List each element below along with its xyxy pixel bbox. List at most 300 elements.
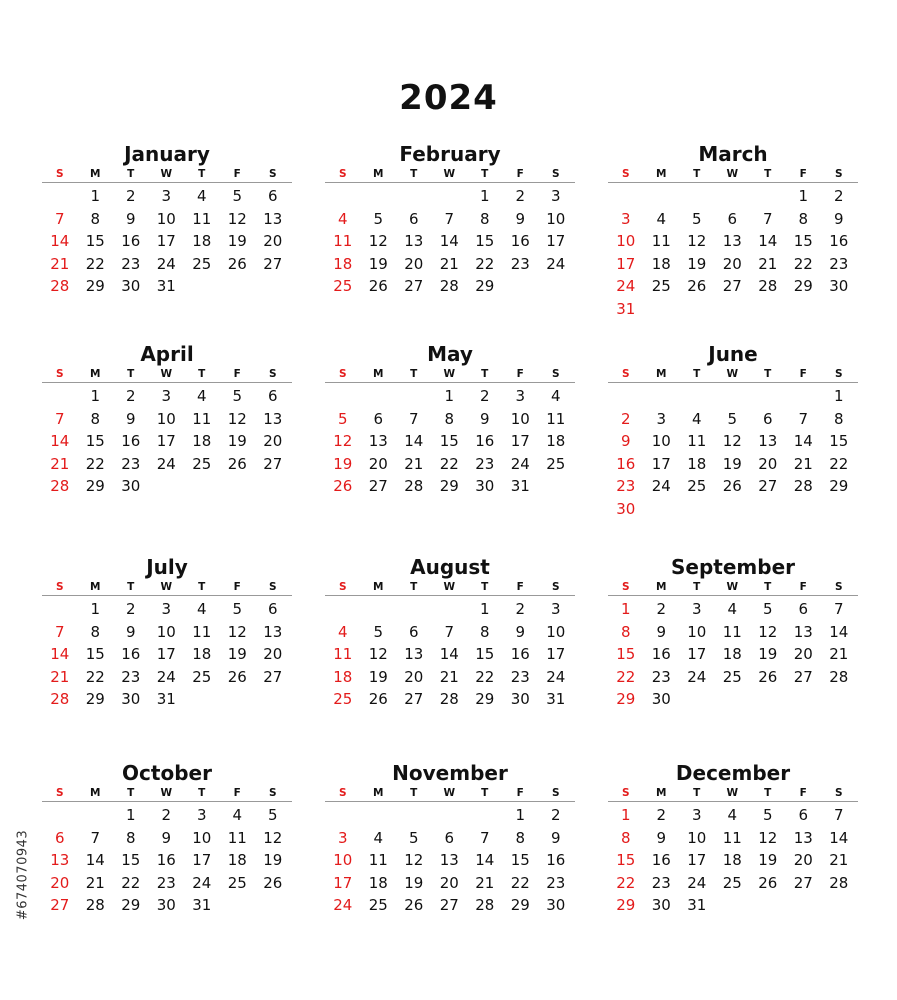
weekday-label: S: [621, 787, 630, 799]
day-cell: 31: [192, 896, 212, 915]
day-cell: 1: [479, 187, 490, 205]
month-august: [325, 554, 575, 711]
day-cell: 27: [263, 254, 283, 273]
weekday-header: [608, 367, 858, 383]
day-cell: 9: [833, 209, 844, 228]
day-cell: 27: [368, 477, 388, 496]
day-cell: 5: [232, 387, 243, 405]
weekday-label: M: [656, 787, 667, 799]
day-cell: 20: [263, 232, 283, 251]
weekday-label: T: [198, 368, 206, 380]
day-cell: 2: [620, 409, 631, 428]
weekday-label: S: [621, 368, 630, 380]
day-cell: 15: [475, 232, 495, 251]
day-cell: 10: [687, 622, 707, 641]
day-cell: 7: [90, 828, 101, 847]
weekday-label: S: [621, 581, 630, 593]
day-cell: 10: [192, 828, 212, 847]
day-cell: 26: [263, 873, 283, 892]
weekday-label: T: [410, 168, 418, 180]
day-cell: 25: [722, 667, 742, 686]
day-cell: 24: [546, 254, 566, 273]
day-cell: 14: [758, 232, 778, 251]
weekday-label: F: [516, 368, 524, 380]
day-cell: 5: [762, 806, 773, 824]
weekday-label: S: [268, 581, 277, 593]
day-cell: 29: [85, 690, 105, 709]
day-cell: 11: [687, 432, 707, 451]
day-cell: 16: [121, 645, 141, 664]
day-cell: 20: [793, 851, 813, 870]
day-cell: 25: [333, 277, 353, 296]
day-cell: 26: [687, 277, 707, 296]
weekday-label: M: [656, 368, 667, 380]
day-cell: 19: [227, 645, 247, 664]
weekday-header: [325, 786, 575, 802]
empty-cell: [750, 385, 786, 408]
day-cell: 10: [687, 828, 707, 847]
day-cell: 29: [616, 690, 636, 709]
day-cell: 21: [829, 851, 849, 870]
weekday-label: M: [90, 581, 101, 593]
weekday-label: S: [621, 168, 630, 180]
day-cell: 31: [156, 690, 176, 709]
day-cell: 7: [444, 622, 455, 641]
month-name: January: [124, 142, 210, 166]
day-cell: 26: [227, 454, 247, 473]
weekday-label: S: [338, 168, 347, 180]
day-cell: 16: [616, 454, 636, 473]
day-cell: 21: [758, 254, 778, 273]
weekday-label: T: [693, 368, 701, 380]
stock-id-label: [12, 760, 34, 990]
weekday-label: F: [516, 168, 524, 180]
month-july: [42, 554, 292, 711]
day-cell: 15: [85, 432, 105, 451]
weekday-label: S: [338, 787, 347, 799]
day-cell: 4: [337, 622, 348, 641]
day-cell: 9: [161, 828, 172, 847]
day-cell: 10: [333, 851, 353, 870]
day-cell: 28: [439, 690, 459, 709]
day-cell: 7: [408, 409, 419, 428]
day-cell: 13: [793, 828, 813, 847]
empty-cell: [396, 185, 432, 208]
day-cell: 14: [50, 432, 70, 451]
day-cell: 2: [515, 600, 526, 618]
month-january: [42, 141, 292, 298]
day-cell: 13: [263, 209, 283, 228]
weekday-label: F: [233, 581, 241, 593]
day-cell: 4: [196, 187, 207, 205]
weekday-label: W: [726, 368, 739, 380]
weekday-label: W: [443, 168, 456, 180]
day-cell: 8: [620, 622, 631, 641]
day-cell: 30: [121, 277, 141, 296]
weekday-label: T: [481, 787, 489, 799]
weekday-label: W: [160, 787, 173, 799]
weekday-label: S: [834, 168, 843, 180]
day-cell: 5: [337, 409, 348, 428]
day-cell: 22: [85, 667, 105, 686]
weekday-header: [608, 167, 858, 183]
weekday-label: T: [198, 168, 206, 180]
day-cell: 29: [121, 896, 141, 915]
day-cell: 3: [550, 187, 561, 205]
day-cell: 1: [620, 806, 631, 824]
stock-id-text: #674070943: [15, 829, 31, 921]
day-cell: 8: [479, 209, 490, 228]
day-cell: 14: [475, 851, 495, 870]
day-cell: 19: [333, 454, 353, 473]
day-cell: 28: [829, 667, 849, 686]
empty-cell: [679, 185, 715, 208]
day-cell: 1: [479, 600, 490, 618]
day-cell: 18: [192, 645, 212, 664]
day-cell: 4: [196, 387, 207, 405]
weekday-label: F: [799, 581, 807, 593]
day-cell: 25: [722, 873, 742, 892]
month-name: May: [427, 342, 473, 366]
month-name: October: [122, 761, 212, 785]
day-cell: 23: [121, 454, 141, 473]
day-cell: 16: [510, 232, 530, 251]
day-cell: 16: [510, 645, 530, 664]
day-cell: 15: [829, 432, 849, 451]
month-june: [608, 341, 858, 521]
day-cell: 18: [722, 851, 742, 870]
month-march: [608, 141, 858, 321]
day-cell: 27: [404, 277, 424, 296]
day-cell: 14: [439, 645, 459, 664]
day-cell: 5: [267, 806, 278, 824]
month-name: March: [698, 142, 768, 166]
day-cell: 19: [758, 851, 778, 870]
day-cell: 6: [444, 828, 455, 847]
day-cell: 26: [404, 896, 424, 915]
empty-cell: [325, 804, 361, 827]
empty-cell: [750, 185, 786, 208]
empty-cell: [396, 385, 432, 408]
day-cell: 2: [515, 187, 526, 205]
day-grid: [42, 804, 292, 917]
day-cell: 16: [121, 232, 141, 251]
day-cell: 6: [762, 409, 773, 428]
day-cell: 8: [444, 409, 455, 428]
day-cell: 5: [691, 209, 702, 228]
weekday-label: T: [198, 581, 206, 593]
day-cell: 23: [156, 873, 176, 892]
day-cell: 3: [656, 409, 667, 428]
weekday-label: M: [656, 168, 667, 180]
day-cell: 3: [620, 209, 631, 228]
day-cell: 25: [192, 254, 212, 273]
month-name: November: [392, 761, 508, 785]
day-cell: 14: [439, 232, 459, 251]
day-cell: 30: [829, 277, 849, 296]
day-cell: 17: [192, 851, 212, 870]
day-cell: 4: [656, 209, 667, 228]
day-cell: 12: [227, 622, 247, 641]
day-cell: 9: [515, 622, 526, 641]
day-cell: 13: [793, 622, 813, 641]
month-september: [608, 554, 858, 711]
day-cell: 1: [515, 806, 526, 824]
day-cell: 19: [263, 851, 283, 870]
day-cell: 1: [125, 806, 136, 824]
day-cell: 19: [227, 432, 247, 451]
weekday-label: S: [551, 368, 560, 380]
month-name: July: [146, 555, 188, 579]
day-cell: 5: [373, 209, 384, 228]
day-grid: [42, 598, 292, 711]
day-cell: 22: [439, 454, 459, 473]
day-cell: 4: [232, 806, 243, 824]
day-cell: 17: [687, 645, 707, 664]
day-cell: 31: [687, 896, 707, 915]
day-cell: 6: [408, 622, 419, 641]
day-cell: 9: [550, 828, 561, 847]
weekday-header: [42, 367, 292, 383]
weekday-label: M: [373, 168, 384, 180]
day-cell: 20: [793, 645, 813, 664]
day-cell: 29: [616, 896, 636, 915]
day-cell: 31: [510, 477, 530, 496]
empty-cell: [42, 598, 78, 621]
weekday-label: T: [127, 368, 135, 380]
day-cell: 13: [439, 851, 459, 870]
day-cell: 30: [121, 690, 141, 709]
day-cell: 3: [691, 600, 702, 618]
day-grid: [608, 598, 858, 711]
day-cell: 15: [85, 645, 105, 664]
day-grid: [608, 804, 858, 917]
weekday-label: T: [764, 368, 772, 380]
day-grid: [325, 385, 575, 498]
day-cell: 13: [50, 851, 70, 870]
day-cell: 3: [550, 600, 561, 618]
month-february: [325, 141, 575, 298]
day-cell: 23: [510, 254, 530, 273]
weekday-label: T: [481, 581, 489, 593]
day-cell: 15: [85, 232, 105, 251]
day-cell: 27: [263, 667, 283, 686]
day-cell: 25: [651, 277, 671, 296]
weekday-label: S: [551, 168, 560, 180]
day-cell: 26: [227, 667, 247, 686]
day-cell: 25: [687, 477, 707, 496]
day-cell: 28: [758, 277, 778, 296]
empty-cell: [361, 185, 397, 208]
weekday-label: F: [799, 168, 807, 180]
day-cell: 15: [616, 645, 636, 664]
day-cell: 14: [85, 851, 105, 870]
day-cell: 7: [479, 828, 490, 847]
day-cell: 13: [758, 432, 778, 451]
day-cell: 22: [475, 254, 495, 273]
day-cell: 12: [227, 209, 247, 228]
day-cell: 9: [620, 432, 631, 451]
day-cell: 5: [232, 187, 243, 205]
day-cell: 26: [368, 690, 388, 709]
day-cell: 6: [267, 187, 278, 205]
day-cell: 11: [192, 409, 212, 428]
day-cell: 4: [337, 209, 348, 228]
day-cell: 26: [333, 477, 353, 496]
day-cell: 27: [50, 896, 70, 915]
day-cell: 24: [687, 667, 707, 686]
day-cell: 30: [651, 896, 671, 915]
weekday-label: M: [90, 168, 101, 180]
day-cell: 20: [263, 432, 283, 451]
day-cell: 4: [727, 600, 738, 618]
day-cell: 4: [550, 387, 561, 405]
day-cell: 15: [510, 851, 530, 870]
day-cell: 6: [267, 387, 278, 405]
empty-cell: [644, 185, 680, 208]
day-cell: 2: [125, 600, 136, 618]
weekday-label: F: [799, 787, 807, 799]
day-cell: 18: [192, 432, 212, 451]
day-cell: 8: [90, 209, 101, 228]
day-cell: 7: [833, 600, 844, 618]
day-cell: 3: [161, 600, 172, 618]
weekday-label: W: [726, 581, 739, 593]
empty-cell: [608, 185, 644, 208]
day-cell: 22: [793, 254, 813, 273]
day-cell: 2: [125, 387, 136, 405]
day-cell: 10: [616, 232, 636, 251]
weekday-label: T: [410, 787, 418, 799]
day-cell: 3: [337, 828, 348, 847]
day-cell: 30: [156, 896, 176, 915]
day-cell: 23: [121, 667, 141, 686]
day-cell: 10: [651, 432, 671, 451]
day-cell: 28: [50, 277, 70, 296]
day-cell: 15: [121, 851, 141, 870]
empty-cell: [396, 598, 432, 621]
empty-cell: [467, 804, 503, 827]
day-cell: 31: [546, 690, 566, 709]
day-cell: 20: [368, 454, 388, 473]
empty-cell: [432, 804, 468, 827]
weekday-label: T: [127, 581, 135, 593]
day-cell: 27: [722, 277, 742, 296]
weekday-label: M: [90, 368, 101, 380]
day-cell: 9: [125, 622, 136, 641]
day-cell: 11: [227, 828, 247, 847]
day-cell: 24: [616, 277, 636, 296]
day-cell: 18: [368, 873, 388, 892]
day-cell: 5: [762, 600, 773, 618]
empty-cell: [432, 598, 468, 621]
weekday-label: T: [693, 168, 701, 180]
weekday-label: T: [127, 787, 135, 799]
weekday-header: [608, 580, 858, 596]
day-cell: 5: [373, 622, 384, 641]
day-cell: 22: [510, 873, 530, 892]
weekday-header: [42, 580, 292, 596]
day-cell: 18: [333, 667, 353, 686]
day-cell: 23: [121, 254, 141, 273]
day-cell: 11: [651, 232, 671, 251]
day-cell: 2: [656, 600, 667, 618]
day-cell: 19: [368, 254, 388, 273]
day-cell: 29: [793, 277, 813, 296]
day-cell: 4: [373, 828, 384, 847]
day-cell: 17: [651, 454, 671, 473]
weekday-label: T: [410, 368, 418, 380]
day-cell: 24: [546, 667, 566, 686]
day-cell: 12: [758, 622, 778, 641]
day-cell: 8: [125, 828, 136, 847]
weekday-label: T: [481, 368, 489, 380]
day-cell: 13: [368, 432, 388, 451]
day-cell: 1: [833, 387, 844, 405]
weekday-label: M: [90, 787, 101, 799]
day-cell: 16: [651, 851, 671, 870]
day-cell: 9: [656, 622, 667, 641]
weekday-label: F: [516, 787, 524, 799]
day-cell: 26: [758, 873, 778, 892]
day-cell: 5: [408, 828, 419, 847]
day-cell: 21: [50, 254, 70, 273]
day-cell: 27: [758, 477, 778, 496]
day-cell: 12: [227, 409, 247, 428]
day-cell: 17: [333, 873, 353, 892]
day-cell: 2: [161, 806, 172, 824]
day-cell: 4: [196, 600, 207, 618]
day-cell: 13: [404, 645, 424, 664]
day-cell: 21: [404, 454, 424, 473]
weekday-label: T: [410, 581, 418, 593]
weekday-label: M: [373, 787, 384, 799]
day-cell: 17: [546, 645, 566, 664]
day-cell: 30: [616, 499, 636, 518]
day-cell: 2: [656, 806, 667, 824]
day-cell: 9: [479, 409, 490, 428]
day-cell: 24: [192, 873, 212, 892]
day-cell: 9: [515, 209, 526, 228]
month-name: December: [675, 761, 791, 785]
day-cell: 12: [263, 828, 283, 847]
day-cell: 23: [651, 873, 671, 892]
day-cell: 11: [368, 851, 388, 870]
day-cell: 20: [439, 873, 459, 892]
day-cell: 11: [333, 645, 353, 664]
day-cell: 9: [656, 828, 667, 847]
day-grid: [325, 598, 575, 711]
day-cell: 17: [156, 645, 176, 664]
day-cell: 6: [798, 806, 809, 824]
day-cell: 29: [85, 477, 105, 496]
day-cell: 10: [510, 409, 530, 428]
day-cell: 23: [651, 667, 671, 686]
weekday-label: S: [834, 787, 843, 799]
weekday-label: F: [233, 787, 241, 799]
weekday-label: W: [726, 787, 739, 799]
day-cell: 27: [793, 667, 813, 686]
day-cell: 11: [192, 622, 212, 641]
day-cell: 30: [651, 690, 671, 709]
day-cell: 11: [722, 828, 742, 847]
day-cell: 16: [156, 851, 176, 870]
day-cell: 30: [121, 477, 141, 496]
weekday-label: W: [160, 168, 173, 180]
day-cell: 16: [121, 432, 141, 451]
weekday-label: S: [551, 787, 560, 799]
day-cell: 24: [156, 254, 176, 273]
